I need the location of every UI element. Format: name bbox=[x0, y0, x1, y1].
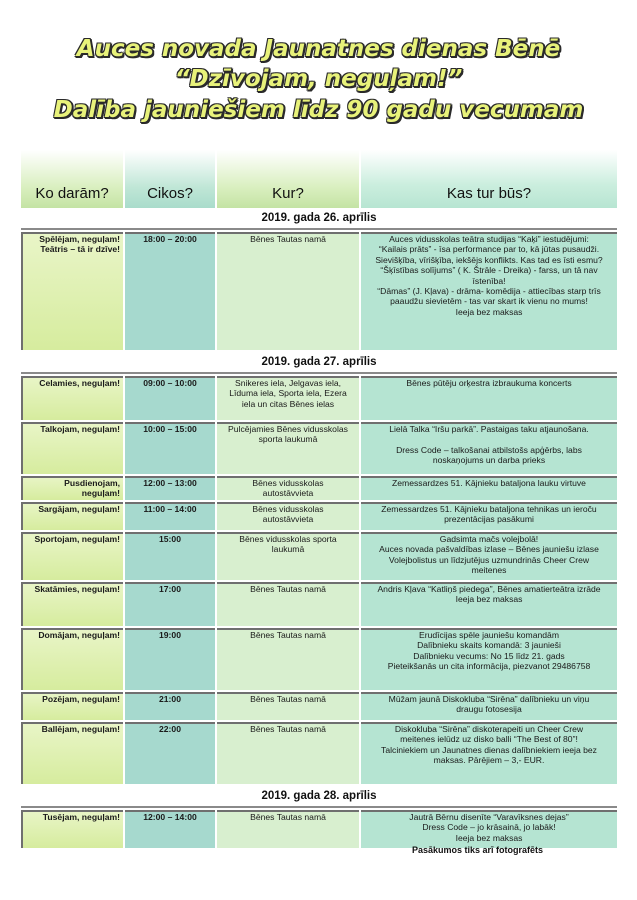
cell-line: paaudžu sievietēm - tas var skart ik vienu no mums! bbox=[390, 296, 588, 307]
cell-line: Gadsimta mačs volejbolā! bbox=[439, 534, 539, 544]
time-cell: 09:00 – 10:00 bbox=[125, 376, 215, 420]
title-line-1: Auces novada Jaunatnes dienas Bēnē bbox=[76, 36, 561, 62]
cell-line: Ieeja bez maksas bbox=[455, 832, 523, 843]
cell-line: Bēnes vidusskolas bbox=[252, 504, 324, 514]
cell-line: Dalībnieku vecums: No 15 līdz 21. gads bbox=[413, 650, 565, 661]
details-cell bbox=[361, 582, 617, 626]
location-cell bbox=[217, 582, 359, 626]
cell-line: Andris Kļava “Katliņš piedega”, Bēnes amatierteātra izrāde bbox=[377, 584, 601, 594]
location-cell bbox=[217, 476, 359, 500]
cell-line: meitenes bbox=[471, 565, 507, 576]
cell-line: Ieeja bez maksas bbox=[455, 594, 523, 605]
cell-line: Spēlējam, neguļam! bbox=[39, 234, 120, 244]
cell-line: laukumā bbox=[271, 544, 305, 555]
location-cell bbox=[217, 502, 359, 530]
cell-line: Talkojam, neguļam! bbox=[40, 424, 120, 434]
cell-line: “Dāmas” (J. Kļava) - drāma- komēdija - attiecības starp trīs bbox=[377, 286, 601, 297]
cell-line: Diskokluba “Sirēna” diskoterapeiti un Cheer Crew bbox=[394, 724, 584, 734]
table-row bbox=[21, 232, 617, 350]
time-cell: 22:00 bbox=[125, 722, 215, 784]
cell-line: Zemessardzes 51. Kājnieku bataljona tehnikas un ieroču bbox=[381, 504, 597, 514]
table-row bbox=[21, 376, 617, 420]
table-row bbox=[21, 422, 617, 474]
time-cell: 12:00 – 13:00 bbox=[125, 476, 215, 500]
cell-line: Bēnes Tautas namā bbox=[250, 812, 326, 822]
cell-line: Celamies, neguļam! bbox=[39, 378, 120, 388]
cell-line: Domājam, neguļam! bbox=[38, 630, 120, 640]
schedule-days bbox=[21, 208, 617, 848]
header-when: Cikos? bbox=[125, 150, 215, 208]
cell-line: autostāvvieta bbox=[262, 514, 314, 525]
cell-line: Bēnes vidusskolas bbox=[252, 478, 324, 488]
date-heading: 2019. gada 26. aprīlis bbox=[21, 208, 617, 230]
details-cell bbox=[361, 532, 617, 580]
location-cell bbox=[217, 232, 359, 350]
cell-line: Sportojam, neguļam! bbox=[34, 534, 120, 544]
location-cell bbox=[217, 532, 359, 580]
cell-line: Skatāmies, neguļam! bbox=[34, 584, 120, 594]
location-cell bbox=[217, 628, 359, 690]
cell-line: Bēnes Tautas namā bbox=[250, 724, 326, 734]
time-cell: 12:00 – 14:00 bbox=[125, 810, 215, 848]
cell-line: Mūžam jaunā Diskokluba “Sirēna” dalībnieku un viņu bbox=[388, 694, 590, 704]
activity-cell bbox=[21, 476, 123, 500]
cell-line: Ieeja bez maksas bbox=[455, 306, 523, 317]
cell-line: Auces novada pašvaldības izlase – Bēnes jauniešu izlase bbox=[379, 544, 599, 555]
cell-line: Bēnes Tautas namā bbox=[250, 694, 326, 704]
cell-line: Sievišķība, vīrišķība, iekšējs konflikts. Kas tad es īsti esmu? bbox=[375, 254, 603, 265]
activity-cell bbox=[21, 628, 123, 690]
cell-line: prezentācijas pasākumi bbox=[444, 514, 534, 525]
time-cell: 17:00 bbox=[125, 582, 215, 626]
cell-line: Bēnes pūtēju orķestra izbraukuma koncerts bbox=[406, 378, 572, 388]
details-cell bbox=[361, 722, 617, 784]
cell-line: “Šķīstības solījums” ( K. Štrāle - Dreika) - farss, un tā nav bbox=[380, 265, 598, 276]
cell-line: meitenes ielūdz uz disko balli “The Best of 80”! bbox=[400, 734, 578, 745]
cell-line: Teātris – tā ir dzīve! bbox=[40, 244, 120, 255]
cell-line: Lielā Talka “Iršu parkā”. Pastaigas taku atjaunošana. bbox=[389, 424, 589, 434]
cell-line: Erudīcijas spēle jauniešu komandām bbox=[419, 630, 559, 640]
activity-cell bbox=[21, 582, 123, 626]
table-row bbox=[21, 628, 617, 690]
cell-line: maksas. Pārējiem – 3,- EUR. bbox=[433, 755, 545, 766]
location-cell bbox=[217, 692, 359, 720]
activity-cell bbox=[21, 376, 123, 420]
cell-line: neguļam! bbox=[81, 488, 120, 499]
activity-cell bbox=[21, 232, 123, 350]
cell-line: Pozējam, neguļam! bbox=[42, 694, 120, 704]
time-cell: 15:00 bbox=[125, 532, 215, 580]
activity-cell bbox=[21, 810, 123, 848]
cell-line: Līduma iela, Sporta iela, Ezera bbox=[229, 388, 347, 399]
date-heading: 2019. gada 28. aprīlis bbox=[21, 786, 617, 808]
table-row bbox=[21, 810, 617, 848]
cell-line: Zemessardzes 51. Kājnieku bataljona lauku virtuve bbox=[392, 478, 586, 488]
activity-cell bbox=[21, 722, 123, 784]
time-cell: 21:00 bbox=[125, 692, 215, 720]
time-cell: 18:00 – 20:00 bbox=[125, 232, 215, 350]
details-cell bbox=[361, 692, 617, 720]
details-cell bbox=[361, 422, 617, 474]
cell-line: Snikeres iela, Jelgavas iela, bbox=[234, 378, 342, 388]
cell-line: Bēnes Tautas namā bbox=[250, 584, 326, 594]
details-cell bbox=[361, 810, 617, 848]
location-cell bbox=[217, 376, 359, 420]
cell-line: Bēnes Tautas namā bbox=[250, 630, 326, 640]
cell-line: Dalībnieku skaits komandā: 3 jaunieši bbox=[417, 640, 561, 651]
time-cell: 10:00 – 15:00 bbox=[125, 422, 215, 474]
cell-line: Sargājam, neguļam! bbox=[38, 504, 120, 514]
date-heading: 2019. gada 27. aprīlis bbox=[21, 352, 617, 374]
table-row bbox=[21, 532, 617, 580]
cell-line: Talciniekiem un Jaunatnes dienas dalībniekiem ieeja bez bbox=[381, 744, 597, 755]
table-header bbox=[21, 150, 617, 208]
footer-note: Pasākumos tiks arī fotografēts bbox=[412, 845, 544, 855]
cell-line: Dress Code – talkošanai atbilstošs apģērbs, labs bbox=[396, 444, 582, 455]
details-cell bbox=[361, 376, 617, 420]
cell-line bbox=[364, 434, 614, 444]
title-line-2: “Dzīvojam, neguļam!” bbox=[174, 66, 463, 92]
cell-line: sporta laukumā bbox=[258, 434, 318, 445]
activity-cell bbox=[21, 502, 123, 530]
cell-line: īstenība! bbox=[472, 275, 506, 286]
cell-line: Volejbolistus un līdzjutējus uzmundrinās Cheer Crew bbox=[388, 554, 590, 565]
cell-line: Pulcējamies Bēnes vidusskolas bbox=[228, 424, 348, 434]
table-row bbox=[21, 582, 617, 626]
location-cell bbox=[217, 722, 359, 784]
details-cell bbox=[361, 232, 617, 350]
header-what: Ko darām? bbox=[21, 150, 123, 208]
activity-cell bbox=[21, 692, 123, 720]
header-where: Kur? bbox=[217, 150, 359, 208]
cell-line: noskaņojums un darba prieks bbox=[432, 455, 546, 466]
table-row bbox=[21, 692, 617, 720]
cell-line: draugu fotosesija bbox=[456, 704, 522, 715]
schedule-table bbox=[21, 150, 617, 850]
cell-line: Auces vidusskolas teātra studijas “Kaķi” iestudējumi: bbox=[389, 234, 589, 244]
location-cell bbox=[217, 422, 359, 474]
cell-line: Bēnes vidusskolas sporta bbox=[239, 534, 337, 544]
time-cell: 11:00 – 14:00 bbox=[125, 502, 215, 530]
cell-line: Pieteikšanās un cita informācija, piezvanot 29486758 bbox=[387, 661, 591, 672]
time-cell: 19:00 bbox=[125, 628, 215, 690]
table-row bbox=[21, 722, 617, 784]
details-cell bbox=[361, 476, 617, 500]
cell-line: Ballējam, neguļam! bbox=[41, 724, 120, 734]
activity-cell bbox=[21, 422, 123, 474]
cell-line: Dress Code – jo krāsainā, jo labāk! bbox=[422, 822, 556, 833]
details-cell bbox=[361, 628, 617, 690]
location-cell bbox=[217, 810, 359, 848]
table-row bbox=[21, 502, 617, 530]
cell-line: iela un citas Bēnes ielas bbox=[241, 398, 335, 409]
activity-cell bbox=[21, 532, 123, 580]
details-cell bbox=[361, 502, 617, 530]
cell-line: Pusdienojam, bbox=[64, 478, 120, 488]
cell-line: autostāvvieta bbox=[262, 488, 314, 499]
cell-line: Jautrā Bērnu disenīte “Varavīksnes dejas” bbox=[409, 812, 569, 822]
title-line-3: Dalība jauniešiem līdz 90 gadu vecumam bbox=[53, 97, 584, 123]
table-row bbox=[21, 476, 617, 500]
header-details: Kas tur būs? bbox=[361, 150, 617, 208]
cell-line: “Kailais prāts” - īsa performance par to, kā jūtas pusaudži. bbox=[378, 244, 600, 255]
cell-line: Tusējam, neguļam! bbox=[42, 812, 120, 822]
cell-line: Bēnes Tautas namā bbox=[250, 234, 326, 244]
